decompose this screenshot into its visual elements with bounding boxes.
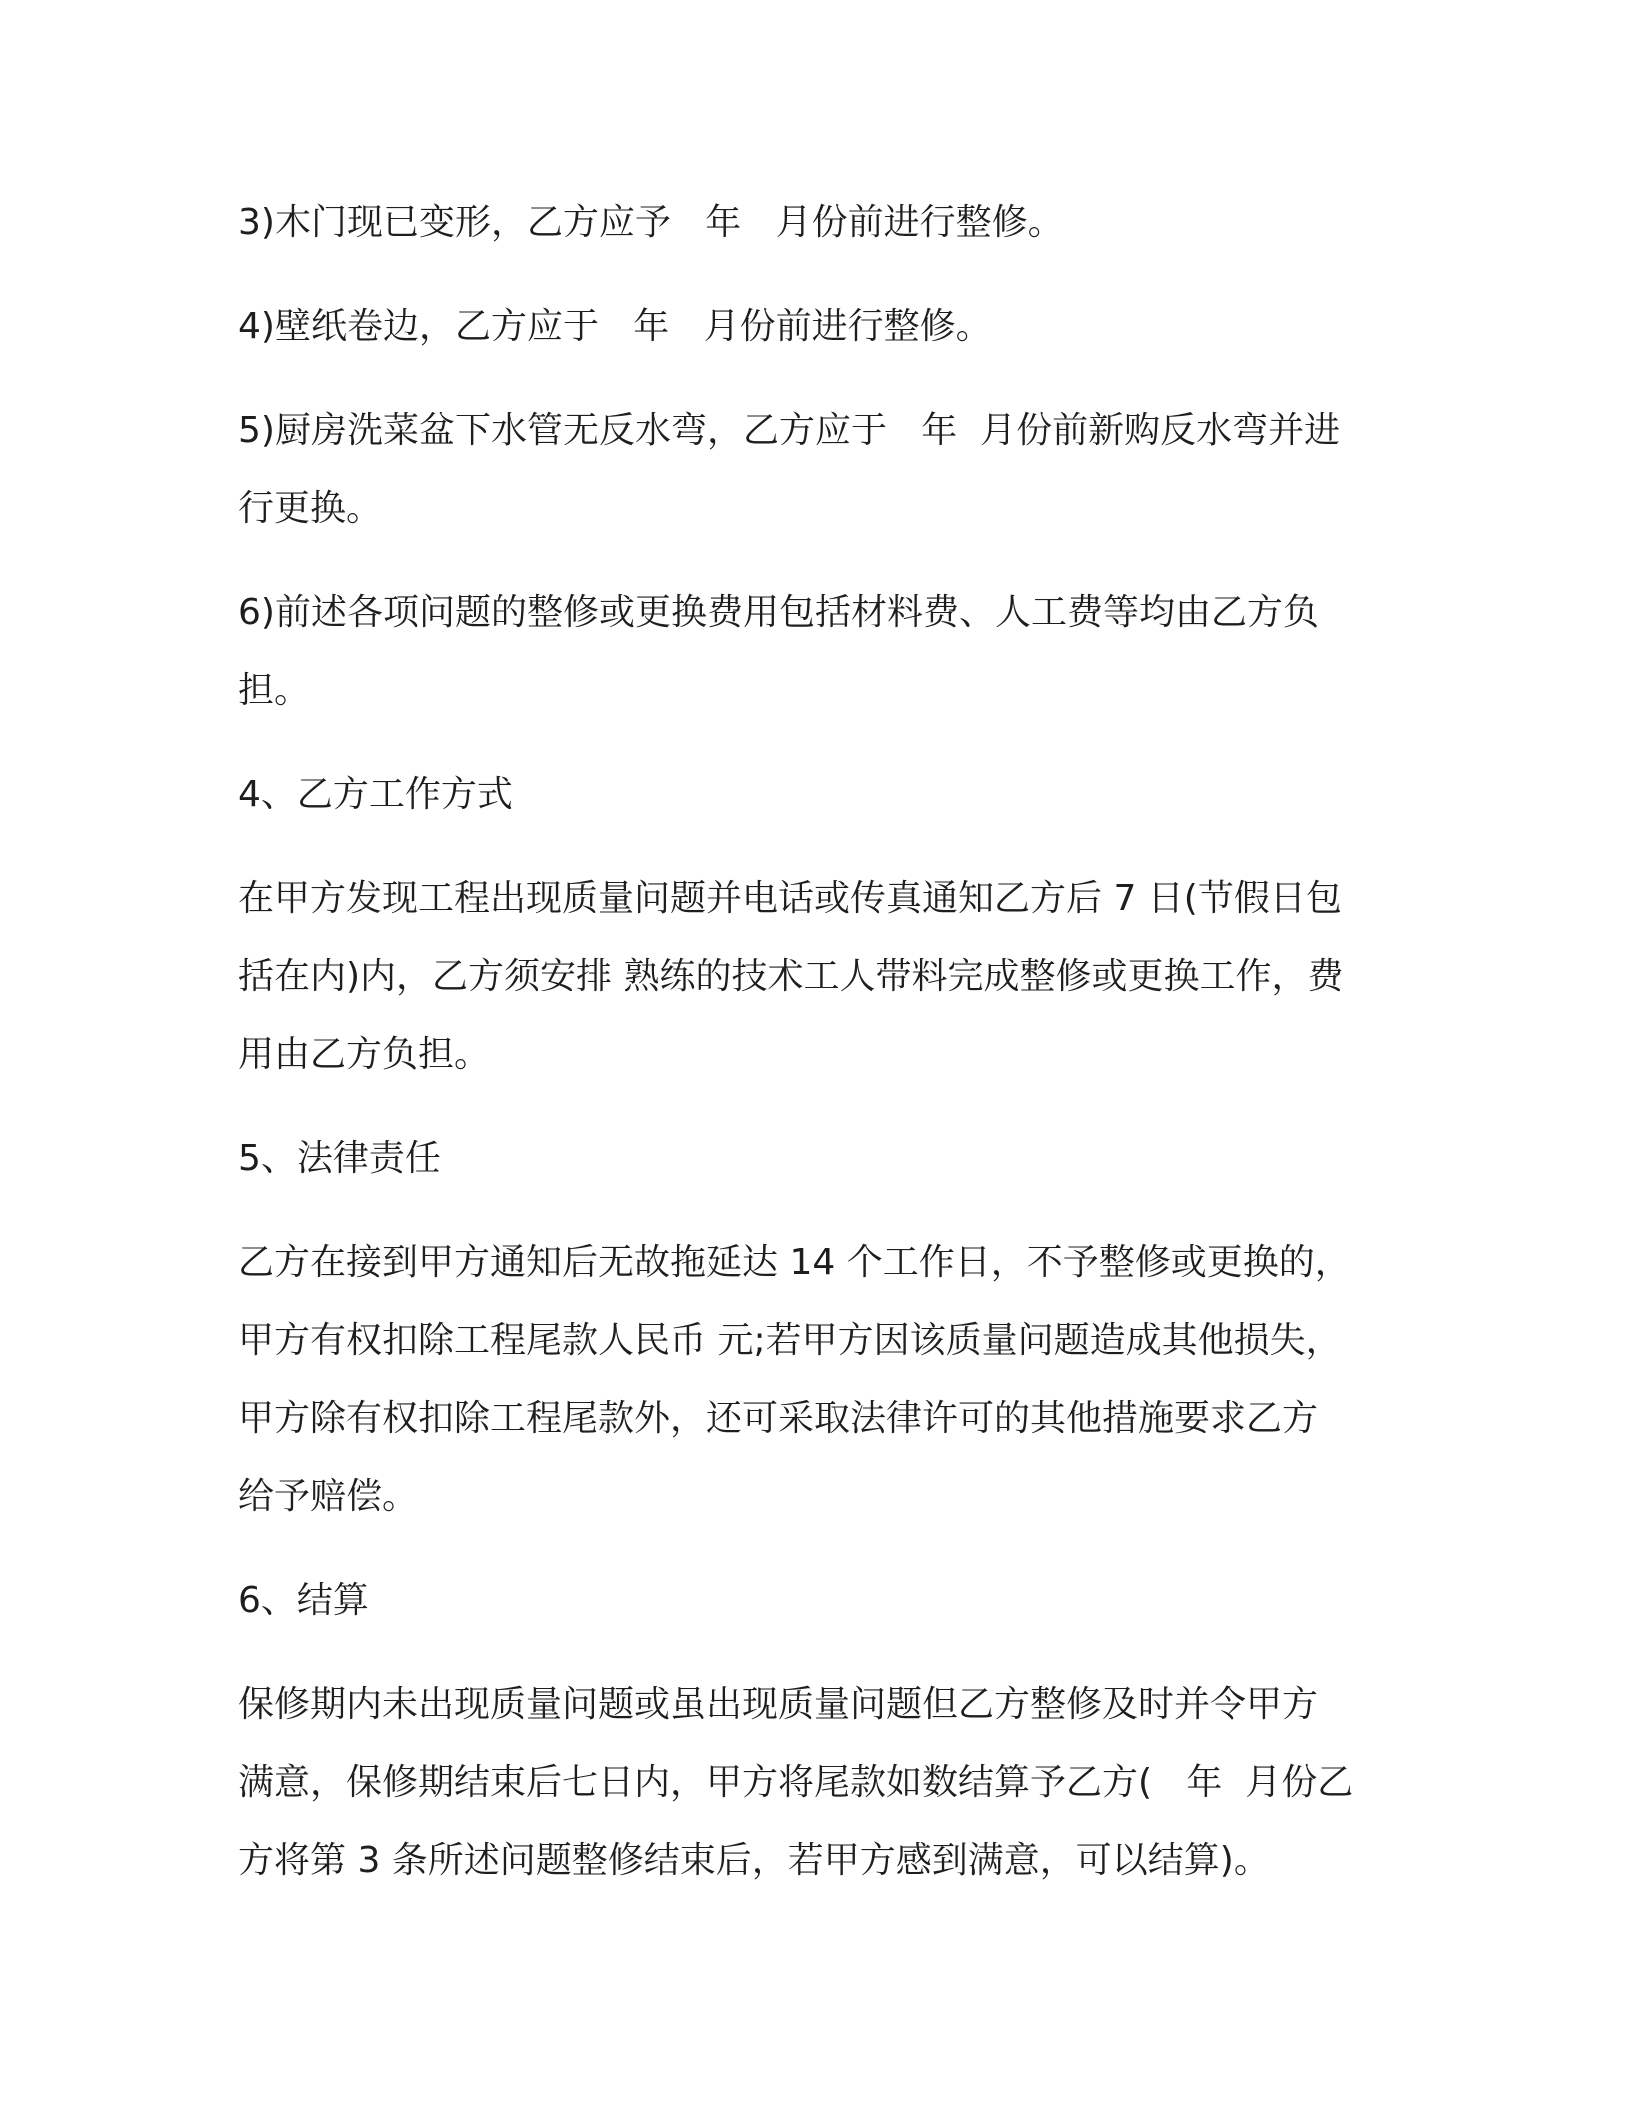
text-line: 满意，保修期结束后七日内，甲方将尾款如数结算予乙方( 年 月份乙	[238, 1762, 1354, 1803]
text-line: 3)木门现已变形，乙方应予 年 月份前进行整修。	[238, 202, 1064, 243]
text-line: 在甲方发现工程出现质量问题并电话或传真通知乙方后 7 日(节假日包	[238, 878, 1342, 919]
section-body-5	[238, 1224, 1388, 1536]
text-line: 方将第 3 条所述问题整修结束后，若甲方感到满意，可以结算)。	[238, 1840, 1270, 1881]
text-line: 甲方有权扣除工程尾款人民币 元;若甲方因该质量问题造成其他损失，	[238, 1320, 1342, 1361]
section-title: 4、乙方工作方式	[238, 774, 513, 815]
section-body-4	[238, 860, 1388, 1094]
text-line: 甲方除有权扣除工程尾款外，还可采取法律许可的其他措施要求乙方	[238, 1398, 1319, 1439]
section-title: 6、结算	[238, 1580, 369, 1621]
text-line: 保修期内未出现质量问题或虽出现质量问题但乙方整修及时并令甲方	[238, 1684, 1319, 1725]
text-line: 6)前述各项问题的整修或更换费用包括材料费、人工费等均由乙方负	[238, 592, 1319, 633]
text-line: 4)壁纸卷边，乙方应于 年 月份前进行整修。	[238, 306, 992, 347]
clause-3	[238, 184, 1388, 262]
section-body-6	[238, 1666, 1388, 1900]
text-line: 5)厨房洗菜盆下水管无反水弯，乙方应于 年 月份前新购反水弯并进	[238, 410, 1341, 451]
text-line: 用由乙方负担。	[238, 1034, 491, 1075]
section-title: 5、法律责任	[238, 1138, 441, 1179]
text-line: 括在内)内，乙方须安排 熟练的技术工人带料完成整修或更换工作，费	[238, 956, 1344, 997]
text-line: 给予赔偿。	[238, 1476, 419, 1517]
clause-5	[238, 392, 1388, 548]
clause-6	[238, 574, 1388, 730]
document-body	[238, 184, 1388, 1900]
section-heading-4	[238, 756, 1388, 834]
section-heading-6	[238, 1562, 1388, 1640]
clause-4	[238, 288, 1388, 366]
section-heading-5	[238, 1120, 1388, 1198]
text-line: 担。	[238, 670, 311, 711]
text-line: 行更换。	[238, 488, 383, 529]
text-line: 乙方在接到甲方通知后无故拖延达 14 个工作日，不予整修或更换的，	[238, 1242, 1351, 1283]
